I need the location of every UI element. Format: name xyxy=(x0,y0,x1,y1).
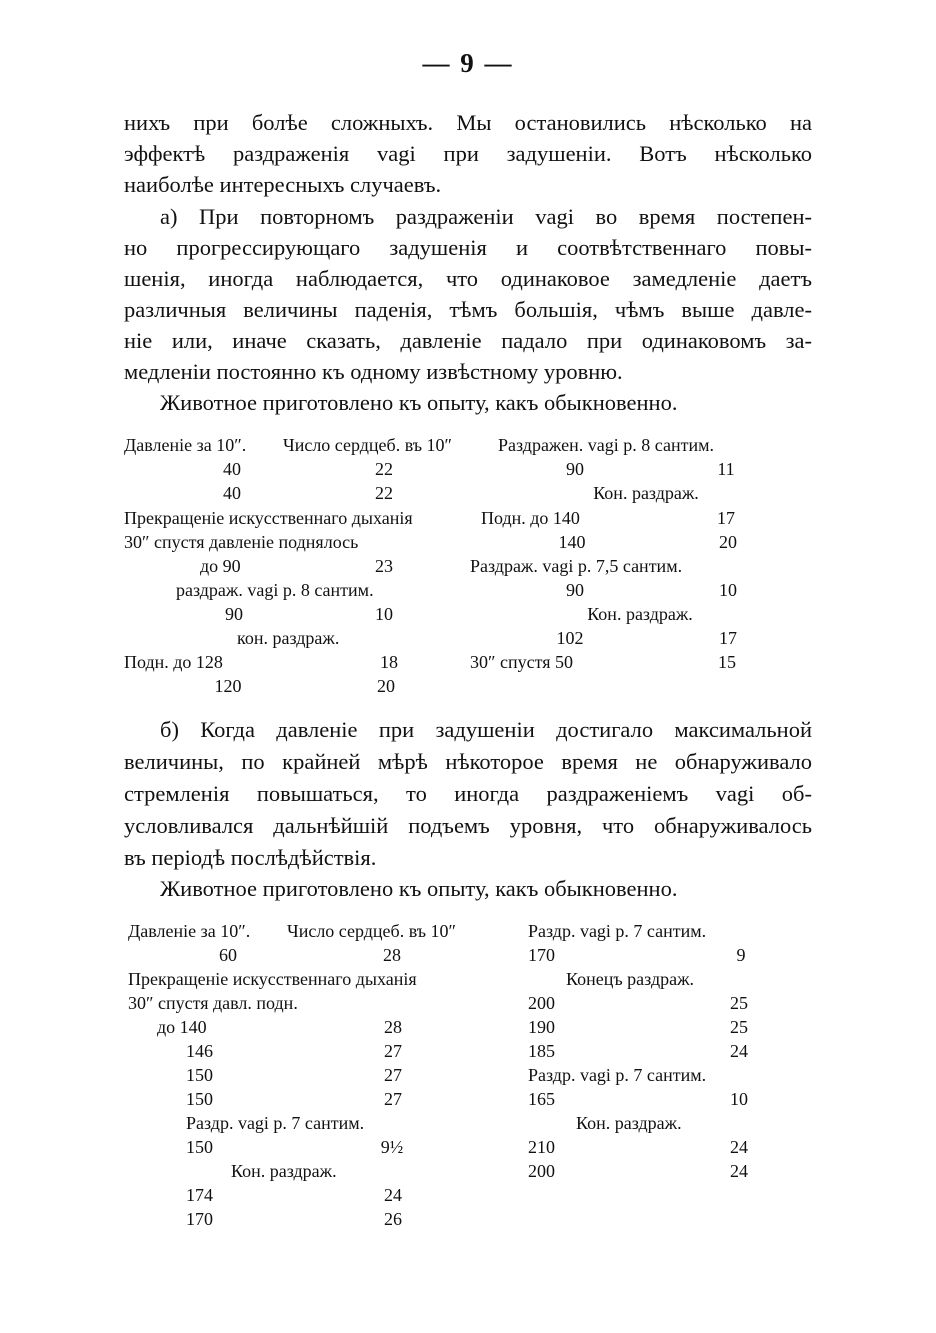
table-a-header-stimulation: Раздражен. vagi p. 8 сантим. xyxy=(498,435,714,455)
table-cell: Прекращеніе искусственнаго дыханія xyxy=(124,508,413,528)
animal-note: Животное приготовлено къ опыту, какъ обыкновенно. xyxy=(160,390,678,415)
table-cell: Кон. раздраж. xyxy=(593,483,699,503)
paragraph-line: медленіи постоянно къ одному извѣстному уровню. xyxy=(124,359,623,384)
table-cell: Кон. раздраж. xyxy=(587,604,693,624)
table-b-header-heart-rate: Число сердцеб. въ 10″ xyxy=(287,921,457,941)
table-cell: 165 xyxy=(528,1089,555,1109)
table-cell: 170 xyxy=(186,1209,213,1229)
paragraph-line: условливался дальнѣйшій подъемъ уровня, что обнаруживалось xyxy=(124,813,812,838)
table-cell: 140 xyxy=(558,532,586,552)
table-cell: Конецъ раздраж. xyxy=(566,969,695,989)
table-cell: Прекращеніе искусственнаго дыханія xyxy=(128,969,417,989)
table-cell: 210 xyxy=(528,1137,555,1157)
table-cell: 9½ xyxy=(380,1137,404,1157)
table-b-header-stimulation: Раздр. vagi p. 7 сантим. xyxy=(528,921,707,941)
table-cell: 10 xyxy=(719,580,737,600)
table-cell: 22 xyxy=(375,459,393,479)
table-cell: 10 xyxy=(730,1089,748,1109)
table-cell: Кон. раздраж. xyxy=(231,1161,337,1181)
table-cell: 11 xyxy=(717,459,735,479)
table-cell: 30″ спустя давл. подн. xyxy=(128,993,298,1013)
table-cell: 27 xyxy=(384,1089,402,1109)
table-cell: кон. раздраж. xyxy=(237,628,340,648)
table-cell: 30″ спустя давленіе поднялось xyxy=(124,532,359,552)
table-cell: 185 xyxy=(528,1041,555,1061)
table-cell: 90 xyxy=(566,459,584,479)
table-cell: 10 xyxy=(375,604,393,624)
table-cell: 25 xyxy=(730,993,748,1013)
table-cell: 27 xyxy=(384,1065,402,1085)
paragraph-line: эффектѣ раздраженія vagi при задушеніи. Вотъ нѣсколько xyxy=(124,141,812,166)
table-cell: 60 xyxy=(219,945,237,965)
paragraph-line: величины, по крайней мѣрѣ нѣкоторое время не обнаруживало xyxy=(124,749,812,774)
table-cell: 150 xyxy=(186,1065,213,1085)
table-cell: 200 xyxy=(528,993,555,1013)
table-cell: 20 xyxy=(719,532,737,552)
table-cell: раздраж. vagi p. 8 сантим. xyxy=(176,580,374,600)
paragraph-line: ніе или, иначе сказать, давленіе падало при одинаковомъ за- xyxy=(124,328,812,353)
animal-note: Животное приготовлено къ опыту, какъ обыкновенно. xyxy=(160,876,678,901)
table-cell: 90 xyxy=(225,604,243,624)
table-cell: 40 xyxy=(223,459,241,479)
table-cell: 150 xyxy=(186,1089,213,1109)
table-cell: 17 xyxy=(717,508,735,528)
table-cell: 28 xyxy=(384,1017,402,1037)
table-cell: 24 xyxy=(384,1185,402,1205)
table-cell: 18 xyxy=(380,652,398,672)
table-cell: 120 xyxy=(214,676,242,696)
table-cell: Подн. до 128 xyxy=(124,652,223,672)
table-cell: до 140 xyxy=(157,1017,207,1037)
table-cell: Подн. до 140 xyxy=(481,508,580,528)
paragraph-line: стремленія повышаться, то иногда раздраженіемъ vagi об- xyxy=(124,781,812,806)
table-cell: 28 xyxy=(383,945,401,965)
table-cell: Раздраж. vagi p. 7,5 сантим. xyxy=(470,556,683,576)
table-cell: 30″ спустя 50 xyxy=(470,652,574,672)
paragraph-line: нихъ при болѣе сложныхъ. Мы остановились нѣсколько на xyxy=(124,110,812,135)
page-number: — 9 — xyxy=(422,48,514,78)
paragraph-line: различныя величины паденія, тѣмъ большія, чѣмъ выше давле- xyxy=(124,297,812,322)
paragraph-line: шенія, иногда наблюдается, что одинаковое замедленіе даетъ xyxy=(124,266,812,291)
table-cell: 24 xyxy=(730,1161,748,1181)
table-cell: 22 xyxy=(375,483,393,503)
table-cell: 17 xyxy=(719,628,737,648)
table-cell: 9 xyxy=(736,945,746,965)
paragraph-line: а) При повторномъ раздраженіи vagi во время постепен- xyxy=(160,204,812,229)
table-cell: 90 xyxy=(566,580,584,600)
table-cell: 24 xyxy=(730,1137,748,1157)
table-cell: Раздр. vagi p. 7 сантим. xyxy=(528,1065,707,1085)
table-cell: 200 xyxy=(528,1161,555,1181)
table-cell: Раздр. vagi p. 7 сантим. xyxy=(186,1113,365,1133)
table-cell: 40 xyxy=(223,483,241,503)
table-cell: 25 xyxy=(730,1017,748,1037)
table-cell: 150 xyxy=(186,1137,213,1157)
table-cell: 15 xyxy=(718,652,736,672)
table-b-header-pressure: Давленіе за 10″. xyxy=(128,921,251,941)
table-cell: 26 xyxy=(384,1209,402,1229)
paragraph-line: въ періодѣ послѣдѣйствія. xyxy=(124,845,377,870)
table-cell: 174 xyxy=(186,1185,213,1205)
table-cell: до 90 xyxy=(200,556,241,576)
table-a-header-pressure: Давленіе за 10″. xyxy=(124,435,247,455)
table-cell: 102 xyxy=(556,628,584,648)
table-cell: 23 xyxy=(375,556,393,576)
table-cell: 27 xyxy=(384,1041,402,1061)
paragraph-line: наиболѣе интересныхъ случаевъ. xyxy=(124,172,442,197)
table-cell: 146 xyxy=(186,1041,213,1061)
table-cell: 170 xyxy=(528,945,555,965)
table-cell: Кон. раздраж. xyxy=(576,1113,682,1133)
table-cell: 24 xyxy=(730,1041,748,1061)
table-cell: 20 xyxy=(377,676,395,696)
table-cell: 190 xyxy=(528,1017,555,1037)
paragraph-line: но прогрессирующаго задушенія и соотвѣтственнаго повы- xyxy=(124,235,812,260)
paragraph-line: б) Когда давленіе при задушеніи достигало максимальной xyxy=(160,717,812,742)
table-a-header-heart-rate: Число сердцеб. въ 10″ xyxy=(283,435,453,455)
